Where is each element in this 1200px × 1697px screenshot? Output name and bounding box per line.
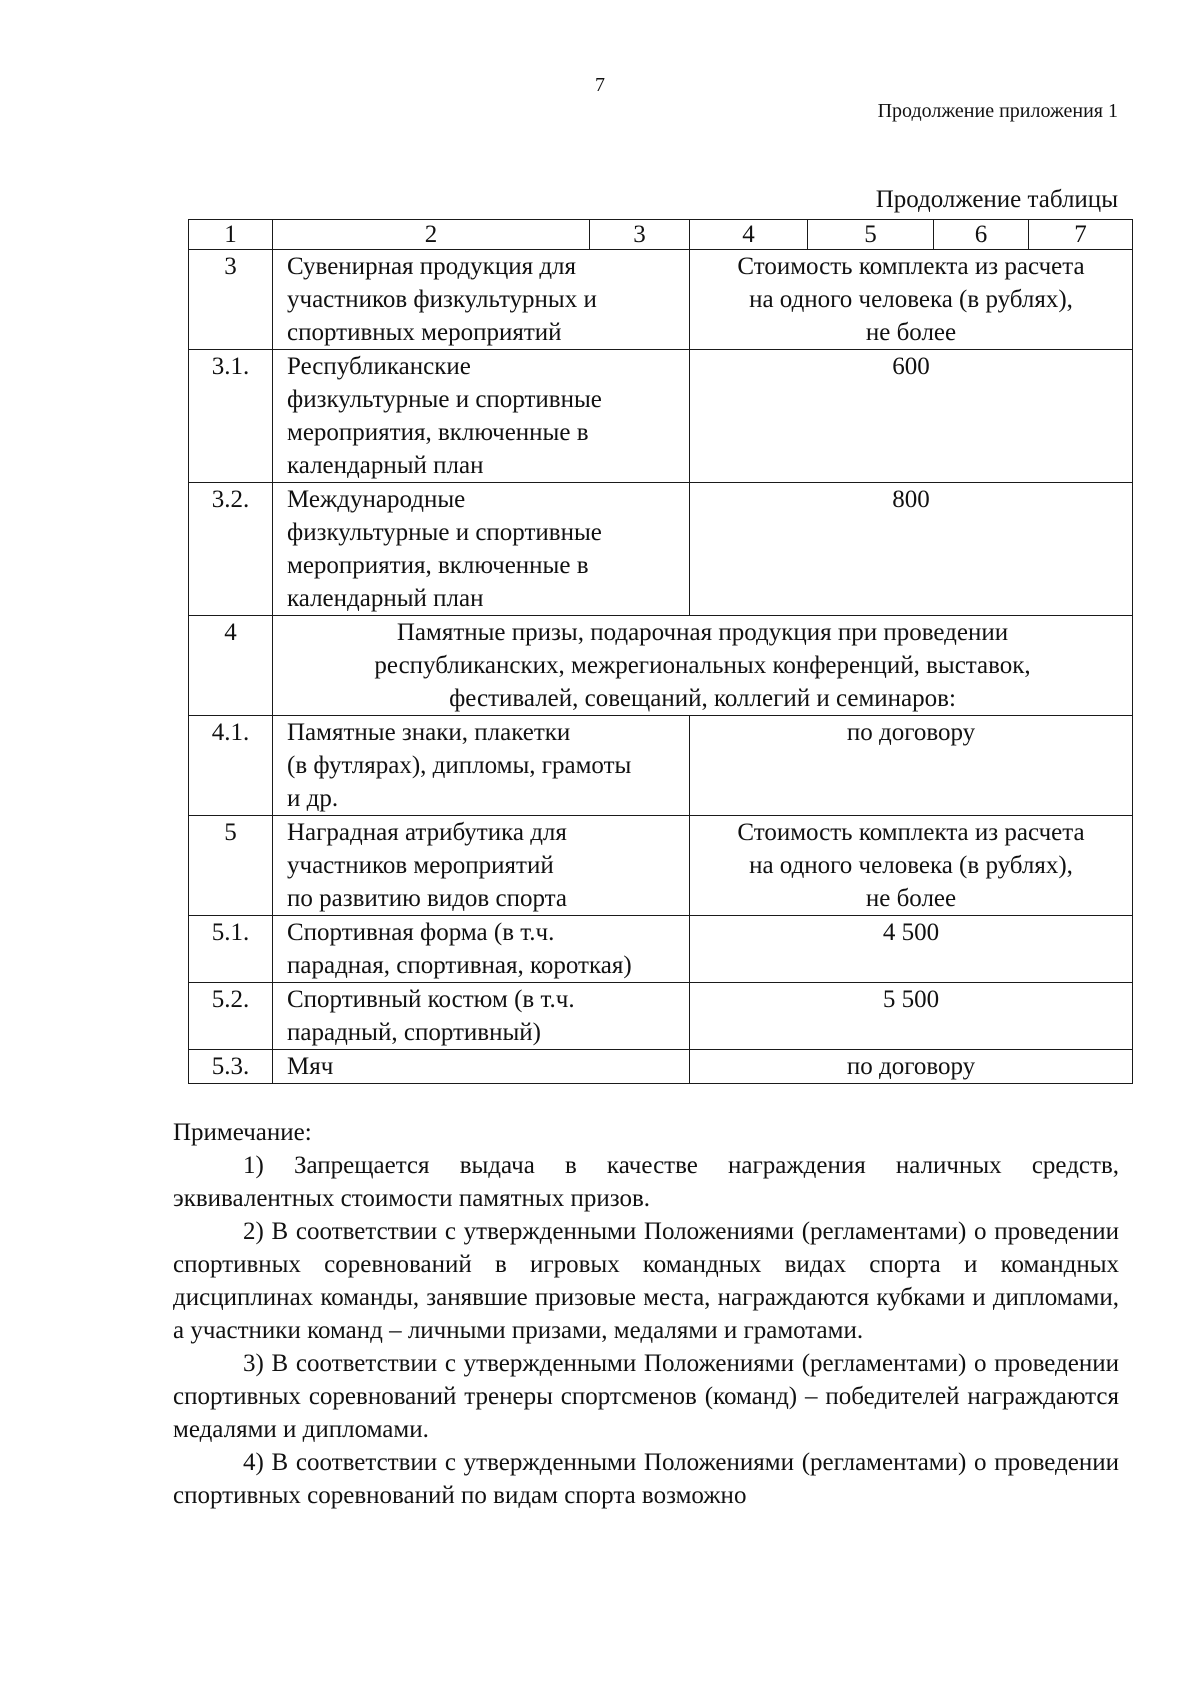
row-value-line: на одного человека (в рублях), [749, 852, 1073, 879]
row-value [690, 1050, 1133, 1084]
row-name-line: Сувенирная продукция для [287, 253, 577, 280]
row-value [690, 983, 1133, 1050]
row-name [273, 1050, 690, 1084]
row-name-line: и др. [287, 785, 339, 812]
row-value [690, 483, 1133, 616]
row-value [690, 350, 1133, 483]
row-value-line: 800 [892, 486, 930, 513]
row-value [690, 250, 1133, 350]
row-name-line: Мяч [287, 1053, 334, 1080]
row-value-line: 5 500 [882, 986, 940, 1013]
row-value-line: по договору [846, 719, 976, 746]
row-name-line: календарный план [287, 452, 484, 479]
row-name [273, 916, 690, 983]
row-value-line: не более [865, 885, 957, 912]
row-name-line: участников физкультурных и [287, 286, 597, 313]
row-value-line: 4 500 [882, 919, 940, 946]
row-name [273, 483, 690, 616]
notes-section [173, 1116, 1119, 1512]
row-number: 5 [189, 816, 273, 916]
row-name-line: Международные [287, 486, 466, 513]
row-name [273, 350, 690, 483]
row-name-line: Спортивная форма (в т.ч. [287, 919, 555, 946]
row-number: 5.2. [189, 983, 273, 1050]
column-number: 7 [1029, 220, 1133, 250]
row-name-line: спортивных мероприятий [287, 319, 562, 346]
column-number-row [189, 220, 1133, 250]
notes-heading: Примечание: [173, 1119, 312, 1146]
row-name [273, 250, 690, 350]
row-name-line: мероприятия, включенные в [287, 552, 589, 579]
column-number: 3 [590, 220, 690, 250]
table-row [189, 350, 1133, 483]
row-number: 5.1. [189, 916, 273, 983]
row-number: 4.1. [189, 716, 273, 816]
row-name-line: Памятные знаки, плакетки [287, 719, 571, 746]
note-item: 1) Запрещается выдача в качестве награждения наличных средств, эквивалентных стоимости памятных призов. [173, 1152, 1119, 1212]
row-number: 3.2. [189, 483, 273, 616]
row-value [690, 716, 1133, 816]
row-name-line: по развитию видов спорта [287, 885, 567, 912]
table-section-row [189, 616, 1133, 716]
section-title-line: Памятные призы, подарочная продукция при проведении [396, 619, 1009, 646]
row-value [690, 916, 1133, 983]
column-number: 6 [934, 220, 1029, 250]
row-number: 3 [189, 250, 273, 350]
row-value-line: на одного человека (в рублях), [749, 286, 1073, 313]
note-item: 2) В соответствии с утвержденными Положениями (регламентами) о проведении спортивных соревнований в игровых командных видах спорта и командных дисциплинах команды, занявшие призовые места, награждаются кубками и дипломами, а участники команд – личными призами, медалями и грамотами. [173, 1218, 1119, 1344]
row-number: 3.1. [189, 350, 273, 483]
section-title-line: фестивалей, совещаний, коллегий и семинаров: [449, 685, 956, 712]
row-value-line: Стоимость комплекта из расчета [737, 819, 1085, 846]
row-name-line: парадный, спортивный) [287, 1019, 541, 1046]
table-row [189, 816, 1133, 916]
note-item: 4) В соответствии с утвержденными Положениями (регламентами) о проведении спортивных соревнований по видам спорта возможно [173, 1449, 1119, 1509]
row-name [273, 816, 690, 916]
cost-table [188, 219, 1133, 1084]
row-value-line: 600 [892, 353, 930, 380]
row-number: 5.3. [189, 1050, 273, 1084]
row-value-line: Стоимость комплекта из расчета [737, 253, 1085, 280]
row-name-line: (в футлярах), дипломы, грамоты [287, 752, 632, 779]
row-name-line: календарный план [287, 585, 484, 612]
row-name-line: участников мероприятий [287, 852, 554, 879]
table-row [189, 983, 1133, 1050]
table-row [189, 716, 1133, 816]
table-row [189, 1050, 1133, 1084]
row-number: 4 [189, 616, 273, 716]
row-name [273, 983, 690, 1050]
row-name-line: Спортивный костюм (в т.ч. [287, 986, 575, 1013]
table-row [189, 250, 1133, 350]
row-value-line: по договору [846, 1053, 976, 1080]
section-title-line: республиканских, межрегиональных конференций, выставок, [374, 652, 1031, 679]
row-name-line: физкультурные и спортивные [287, 519, 602, 546]
page-number: 7 [595, 74, 605, 96]
row-value-line: не более [865, 319, 957, 346]
section-title [273, 616, 1133, 716]
row-name-line: физкультурные и спортивные [287, 386, 602, 413]
column-number: 5 [808, 220, 934, 250]
table-caption: Продолжение таблицы [875, 186, 1118, 213]
row-name-line: парадная, спортивная, короткая) [287, 952, 632, 979]
row-name [273, 716, 690, 816]
note-item: 3) В соответствии с утвержденными Положениями (регламентами) о проведении спортивных соревнований тренеры спортсменов (команд) – победителей награждаются медалями и дипломами. [173, 1350, 1119, 1443]
row-value [690, 816, 1133, 916]
table-row [189, 483, 1133, 616]
appendix-label: Продолжение приложения 1 [877, 100, 1118, 122]
column-number: 4 [690, 220, 808, 250]
row-name-line: Наградная атрибутика для [287, 819, 567, 846]
column-number: 2 [273, 220, 590, 250]
row-name-line: Республиканские [287, 353, 471, 380]
table-row [189, 916, 1133, 983]
row-name-line: мероприятия, включенные в [287, 419, 589, 446]
column-number: 1 [189, 220, 273, 250]
